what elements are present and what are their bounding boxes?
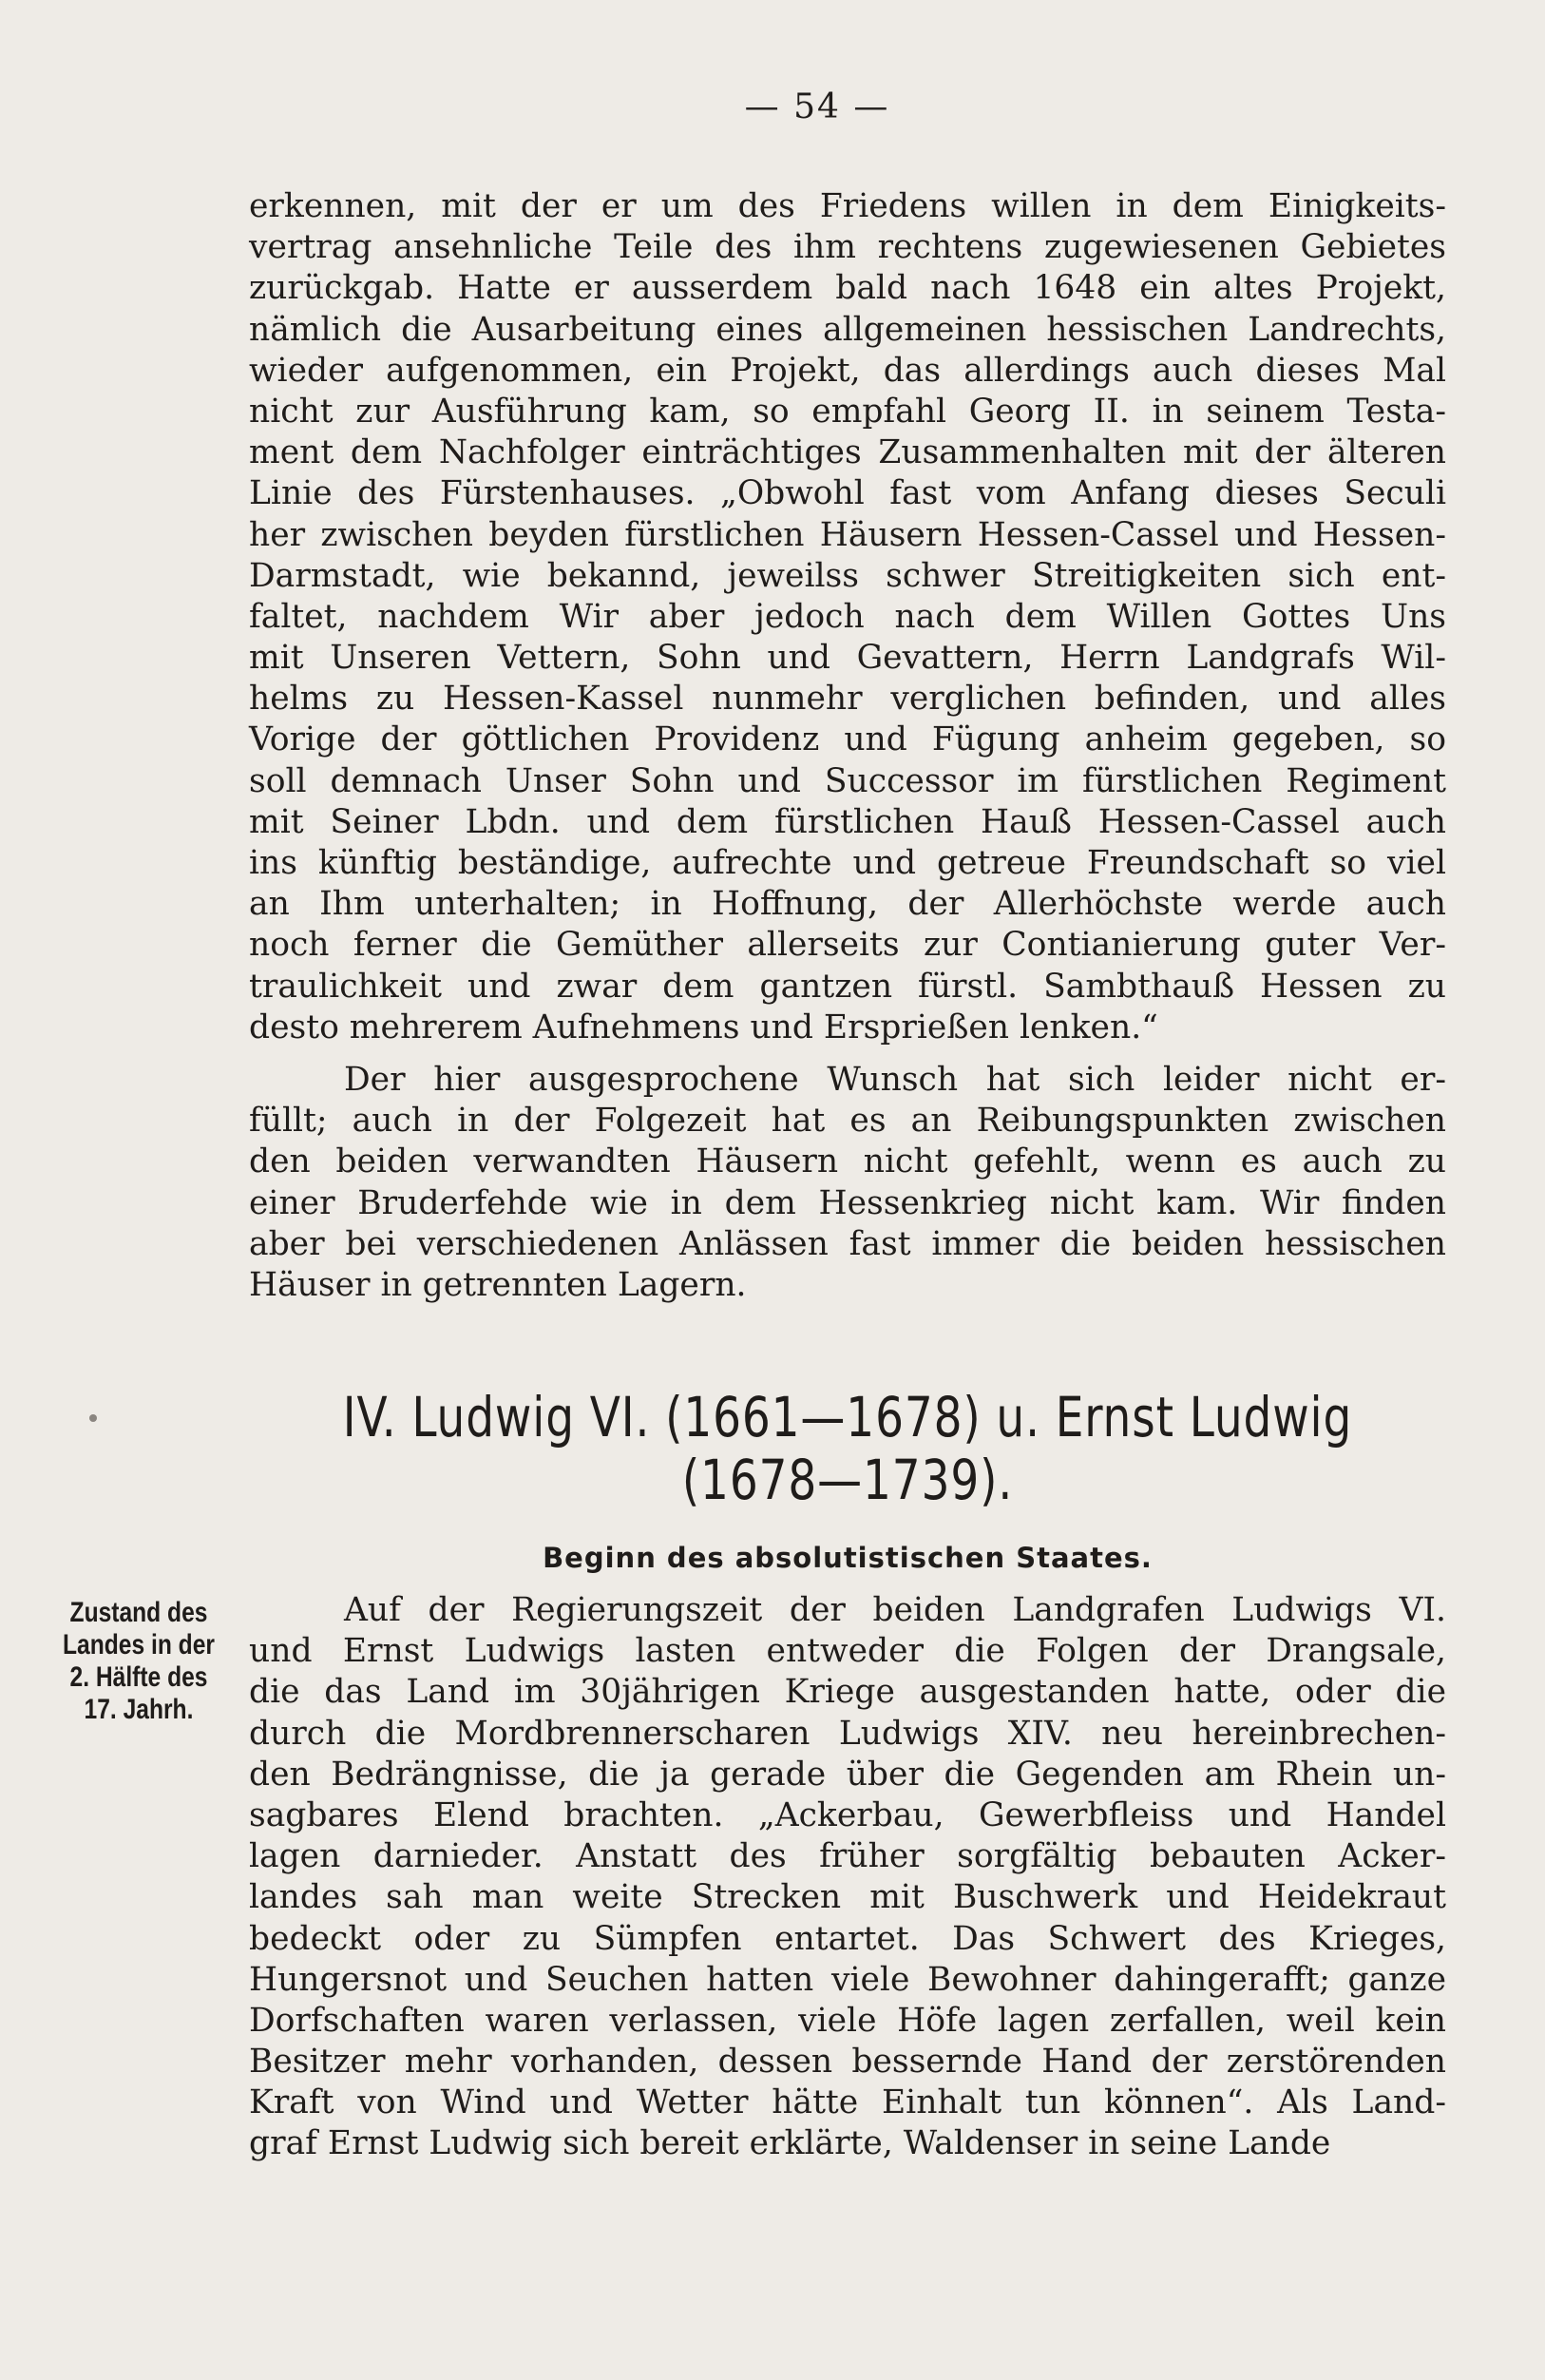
text-line: ins künftig beständige, aufrechte und getreue Freundschaft so viel: [249, 844, 1446, 882]
text-line: Darmstadt, wie bekannd, jeweilss schwer Streitigkeiten sich ent-: [249, 556, 1446, 595]
text-line: vertrag ansehnliche Teile des ihm rechtens zugewiesenen Gebietes: [249, 228, 1446, 267]
text-line: füllt; auch in der Folgezeit hat es an Reibungspunkten zwischen: [249, 1102, 1446, 1141]
text-line: faltet, nachdem Wir aber jedoch nach dem Willen Gottes Uns: [249, 597, 1446, 636]
text-line: nicht zur Ausführung kam, so empfahl Georg II. in seinem Testa-: [249, 392, 1446, 431]
text-line: Häuser in getrennten Lagern.: [249, 1265, 747, 1304]
chapter-title-line-2: (1678—1739).: [681, 1448, 1014, 1512]
text-line: Vorige der göttlichen Providenz und Fügung anheim gegeben, so: [249, 720, 1446, 759]
text-line: zurückgab. Hatte er ausserdem bald nach 1648 ein altes Projekt,: [249, 269, 1446, 308]
text-line: mit Unseren Vettern, Sohn und Gevattern, Herrn Landgrafs Wil-: [249, 639, 1446, 678]
text-line: landes sah man weite Strecken mit Buschwerk und Heidekraut: [249, 1878, 1446, 1917]
text-line: den Bedrängnisse, die ja gerade über die Gegenden am Rhein un-: [249, 1755, 1446, 1794]
text-line: helms zu Hessen-Kassel nunmehr verglichen befinden, und alles: [249, 680, 1446, 719]
text-line: ment dem Nachfolger einträchtiges Zusammenhalten mit der älteren: [249, 433, 1446, 472]
text-line: und Ernst Ludwigs lasten entweder die Folgen der Drangsale,: [249, 1632, 1446, 1671]
page-number: — 54 —: [744, 87, 890, 126]
paragraph-1: [249, 186, 1446, 1048]
text-line: noch ferner die Gemüther allerseits zur Contianierung guter Ver-: [249, 926, 1446, 965]
text-line: graf Ernst Ludwig sich bereit erklärte, Waldenser in seine Lande: [249, 2124, 1331, 2163]
chapter-title-line-1: IV. Ludwig VI. (1661—1678) u. Ernst Ludwig: [342, 1385, 1353, 1449]
text-line: Der hier ausgesprochene Wunsch hat sich leider nicht er-: [344, 1061, 1446, 1099]
text-line: durch die Mordbrennerscharen Ludwigs XIV. neu hereinbrechen-: [249, 1714, 1446, 1753]
text-line: mit Seiner Lbdn. und dem fürstlichen Hauß Hessen-Cassel auch: [249, 802, 1446, 841]
margin-note-line: 17. Jahrh.: [84, 1694, 194, 1725]
text-line: Auf der Regierungszeit der beiden Landgrafen Ludwigs VI.: [344, 1591, 1446, 1629]
margin-note-line: Landes in der: [63, 1629, 215, 1660]
text-line: aber bei verschiedenen Anlässen fast immer die beiden hessischen: [249, 1224, 1446, 1263]
margin-note: [53, 1597, 224, 1726]
text-line: einer Bruderfehde wie in dem Hessenkrieg nicht kam. Wir finden: [249, 1183, 1446, 1222]
paragraph-2: [249, 1060, 1446, 1306]
margin-note-line: Zustand des: [69, 1597, 208, 1628]
text-line: den beiden verwandten Häusern nicht gefehlt, wenn es auch zu: [249, 1142, 1446, 1181]
text-line: soll demnach Unser Sohn und Successor im fürstlichen Regiment: [249, 761, 1446, 800]
text-line: erkennen, mit der er um des Friedens willen in dem Einigkeits-: [249, 187, 1446, 225]
text-line: traulichkeit und zwar dem gantzen fürstl. Sambthauß Hessen zu: [249, 967, 1446, 1006]
text-line: Linie des Fürstenhauses. „Obwohl fast vom Anfang dieses Seculi: [249, 474, 1446, 513]
text-line: her zwischen beyden fürstlichen Häusern Hessen-Cassel und Hessen-: [249, 515, 1446, 554]
text-line: Kraft von Wind und Wetter hätte Einhalt tun können“. Als Land-: [249, 2083, 1446, 2122]
text-line: die das Land im 30jährigen Kriege ausgestanden hatte, oder die: [249, 1673, 1446, 1712]
text-line: sagbares Elend brachten. „Ackerbau, Gewerbfleiss und Handel: [249, 1795, 1446, 1834]
text-line: Dorfschaften waren verlassen, viele Höfe lagen zerfallen, weil kein: [249, 2001, 1446, 2040]
section-heading: Beginn des absolutistischen Staates.: [543, 1542, 1153, 1574]
paragraph-3: [249, 1590, 1446, 2165]
text-line: desto mehrerem Aufnehmens und Ersprießen lenken.“: [249, 1008, 1158, 1046]
text-line: an Ihm unterhalten; in Hoffnung, der Allerhöchste werde auch: [249, 885, 1446, 924]
text-line: nämlich die Ausarbeitung eines allgemeinen hessischen Landrechts,: [249, 310, 1446, 349]
margin-note-line: 2. Hälfte des: [69, 1661, 208, 1693]
margin-dot: [89, 1414, 97, 1422]
text-line: Hungersnot und Seuchen hatten viele Bewohner dahingerafft; ganze: [249, 1960, 1446, 1999]
text-line: bedeckt oder zu Sümpfen entartet. Das Schwert des Krieges,: [249, 1919, 1446, 1958]
text-line: Besitzer mehr vorhanden, dessen bessernde Hand der zerstörenden: [249, 2043, 1446, 2082]
text-line: wieder aufgenommen, ein Projekt, das allerdings auch dieses Mal: [249, 351, 1446, 390]
text-line: lagen darnieder. Anstatt des früher sorgfältig bebauten Acker-: [249, 1837, 1446, 1876]
